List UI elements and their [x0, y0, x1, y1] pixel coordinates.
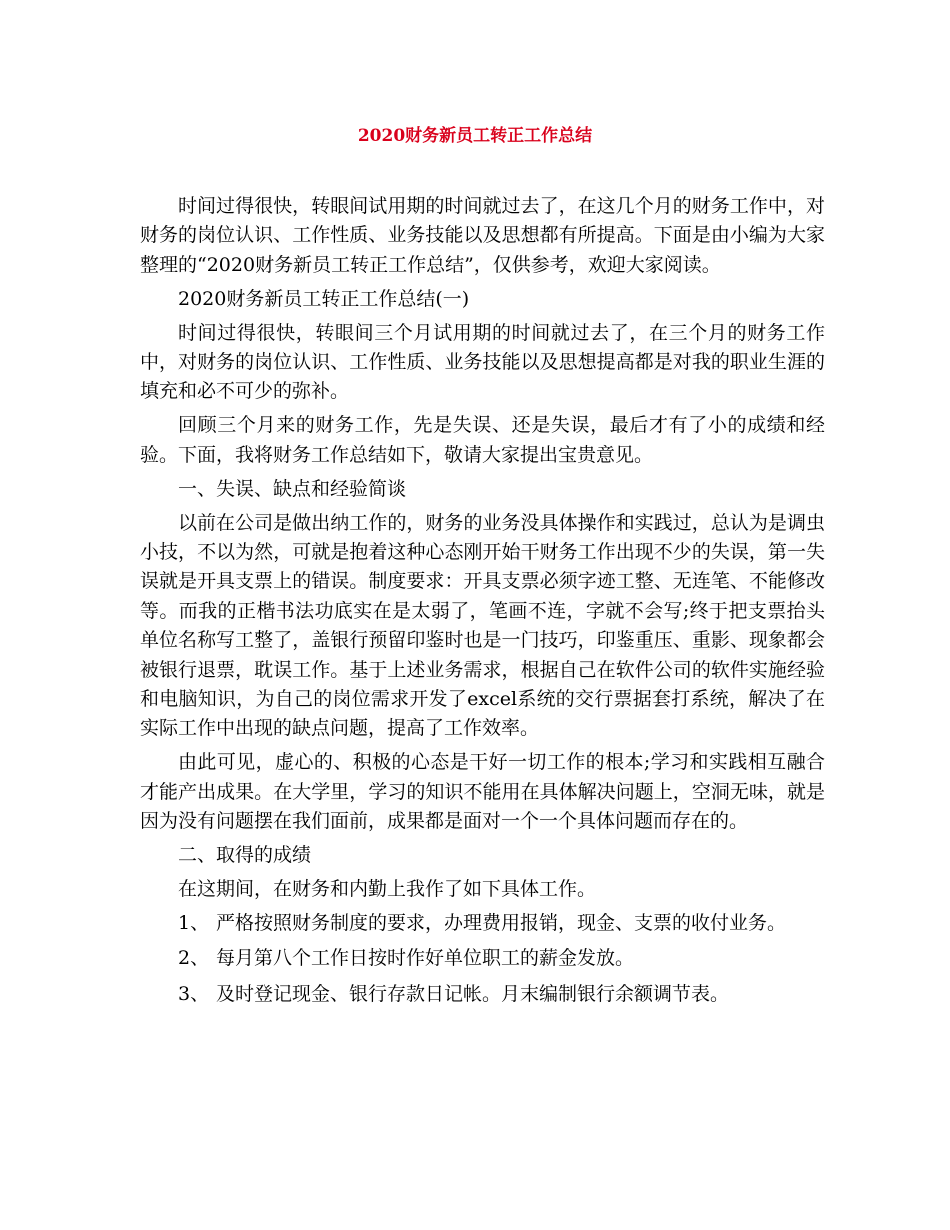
list-item-number: 3、 [178, 982, 210, 1005]
paragraph-mistakes-detail: 以前在公司是做出纳工作的，财务的业务没具体操作和实践过，总认为是调虫小技，不以为然，可就是抱着这种心态刚开始干财务工作出现不少的失误，第一失误就是开具支票上的错误。制度要求：开具支票必须字迹工整、无连笔、不能修改等。而我的正楷书法功底实在是太弱了，笔画不连，字就不会写;终于把支票抬头单位名称写工整了，盖银行预留印鉴时也是一门技巧，印鉴重压、重影、现象都会被银行退票，耽误工作。基于上述业务需求，根据自己在软件公司的软件实施经验和电脑知识，为自己的岗位需求开发了excel系统的交行票据套打系统，解决了在实际工作中出现的缺点问题，提高了工作效率。 [140, 511, 825, 740]
list-item-number: 2、 [178, 947, 210, 970]
list-item-number: 1、 [178, 911, 210, 934]
document-body [140, 192, 825, 1015]
paragraph-intro: 时间过得很快，转眼间试用期的时间就过去了，在这几个月的财务工作中，对财务的岗位认识、工作性质、业务技能以及思想都有所提高。下面是由小编为大家整理的“2020财务新员工转正工作总结”，仅供参考，欢迎大家阅读。 [140, 195, 825, 276]
list-item [140, 909, 825, 938]
section-heading-mistakes: 一、失误、缺点和经验简谈 [178, 477, 407, 500]
section-heading-achievements: 二、取得的成绩 [178, 844, 312, 867]
section-heading-summary-one: 2020财务新员工转正工作总结(一) [178, 287, 470, 310]
list-item-text: 及时登记现金、银行存款日记帐。月末编制银行余额调节表。 [216, 982, 730, 1005]
paragraph-probation: 时间过得很快，转眼间三个月试用期的时间就过去了，在三个月的财务工作中，对财务的岗位认识、工作性质、业务技能以及思想提高都是对我的职业生涯的填充和必不可少的弥补。 [140, 321, 825, 403]
list-item-text: 严格按照财务制度的要求，办理费用报销，现金、支票的收付业务。 [216, 911, 787, 934]
paragraph-work-intro: 在这期间，在财务和内勤上我作了如下具体工作。 [178, 877, 597, 900]
list-item [140, 944, 825, 973]
document-title: 2020财务新员工转正工作总结 [357, 126, 593, 146]
paragraph-lessons: 由此可见，虚心的、积极的心态是干好一切工作的根本;学习和实践相互融合才能产出成果。在大学里，学习的知识不能用在具体解决问题上，空洞无味，就是因为没有问题摆在我们面前，成果都是面对一个一个具体问题而存在的。 [140, 751, 825, 833]
list-item-text: 每月第八个工作日按时作好单位职工的薪金发放。 [216, 947, 635, 970]
list-item [140, 980, 825, 1009]
paragraph-review: 回顾三个月来的财务工作，先是失误、还是失误，最后才有了小的成绩和经验。下面，我将财务工作总结如下，敬请大家提出宝贵意见。 [140, 414, 825, 466]
